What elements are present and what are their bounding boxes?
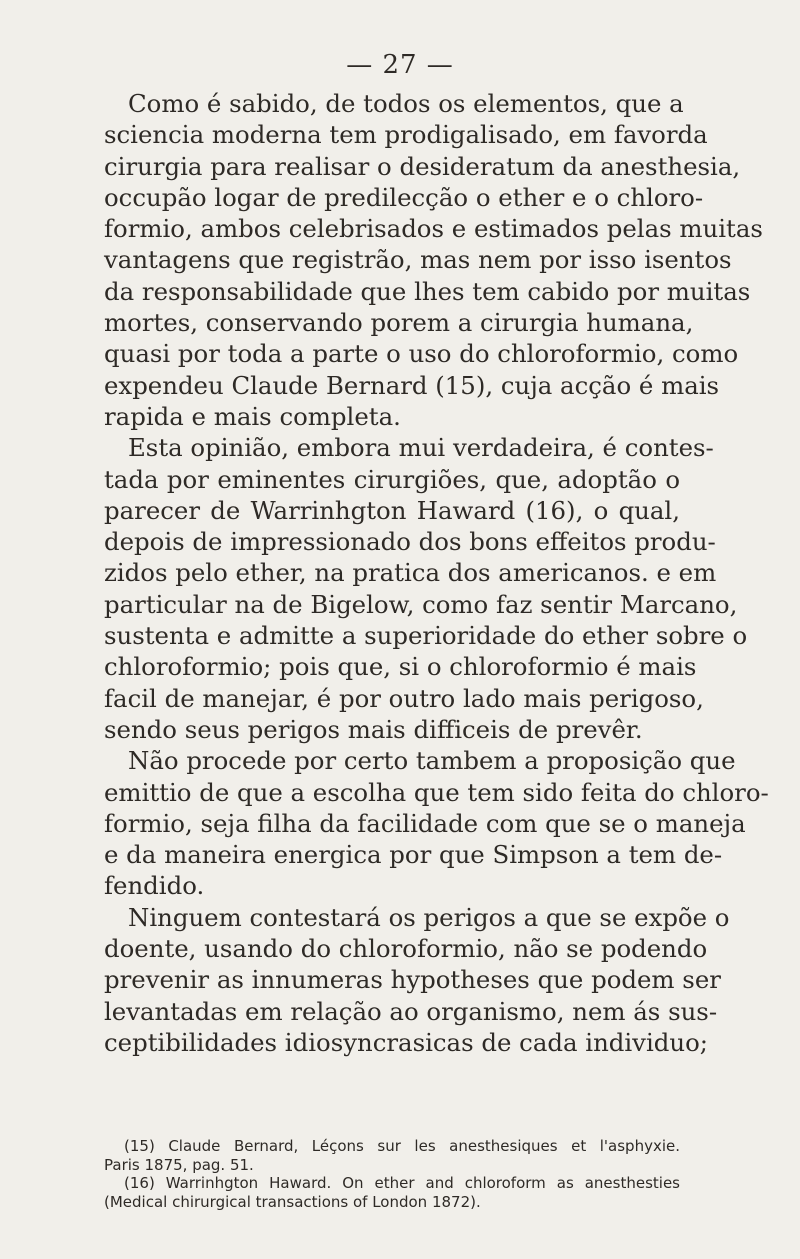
footnote-line: Paris 1875, pag. 51. xyxy=(104,1155,254,1174)
text-line: parecer de Warrinhgton Haward (16), o qual, xyxy=(104,495,680,525)
text-line: particular na de Bigelow, como faz sentir Marcano, xyxy=(104,589,738,619)
text-line: e da maneira energica por que Simpson a tem de- xyxy=(104,840,723,870)
body-text xyxy=(104,88,769,1058)
text-line: Como é sabido, de todos os elementos, que a xyxy=(128,89,684,118)
footnote-line: (16) Warrinhgton Haward. On ether and chloroform as anesthesties xyxy=(124,1174,680,1192)
text-line: formio, seja filha da facilidade com que se o maneja xyxy=(104,808,746,838)
text-line: facil de manejar, é por outro lado mais perigoso, xyxy=(104,683,704,713)
text-line: rapida e mais completa. xyxy=(104,401,401,431)
text-line: levantadas em relação ao organismo, nem ás sus- xyxy=(104,996,718,1026)
text-line: quasi por toda a parte o uso do chloroformio, como xyxy=(104,339,739,369)
text-line: depois de impressionado dos bons effeitos produ- xyxy=(104,527,716,557)
text-line: chloroformio; pois que, si o chloroformio é mais xyxy=(104,652,697,682)
footnote-line: (Medical chirurgical transactions of London 1872). xyxy=(104,1192,481,1211)
text-line: cirurgia para realisar o desideratum da anesthesia, xyxy=(104,151,741,181)
text-line: fendido. xyxy=(104,871,205,901)
text-line: formio, ambos celebrisados e estimados pelas muitas xyxy=(104,214,763,244)
footnotes xyxy=(104,1137,680,1211)
text-line: da responsabilidade que lhes tem cabido por muitas xyxy=(104,276,751,306)
page-number: — 27 — xyxy=(346,50,454,80)
text-line: Não procede por certo tambem a proposição que xyxy=(128,746,736,776)
text-line: ceptibilidades idiosyncrasicas de cada individuo; xyxy=(104,1027,708,1057)
text-line: sciencia moderna tem prodigalisado, em favorda xyxy=(104,120,708,150)
text-line: doente, usando do chloroformio, não se podendo xyxy=(104,934,708,964)
text-line: occupão logar de predilecção o ether e o chloro- xyxy=(104,182,704,212)
text-line: sustenta e admitte a superioridade do ether sobre o xyxy=(104,621,748,651)
text-line: tada por eminentes cirurgiões, que, adoptão o xyxy=(104,464,680,494)
text-line: emittio de que a escolha que tem sido feita do chloro- xyxy=(104,777,769,807)
text-line: Ninguem contestará os perigos a que se expõe o xyxy=(128,902,730,932)
text-line: prevenir as innumeras hypotheses que podem ser xyxy=(104,965,721,995)
text-line: Esta opinião, embora mui verdadeira, é contes- xyxy=(128,433,714,463)
text-line: sendo seus perigos mais difficeis de prevêr. xyxy=(104,714,643,744)
text-line: expendeu Claude Bernard (15), cuja acção é mais xyxy=(104,370,720,400)
text-line: zidos pelo ether, na pratica dos americanos. e em xyxy=(104,558,717,588)
footnote-line: (15) Claude Bernard, Léçons sur les anesthesiques et l'asphyxie. xyxy=(124,1137,680,1155)
text-line: vantagens que registrão, mas nem por isso isentos xyxy=(104,245,732,275)
text-line: mortes, conservando porem a cirurgia humana, xyxy=(104,308,694,338)
